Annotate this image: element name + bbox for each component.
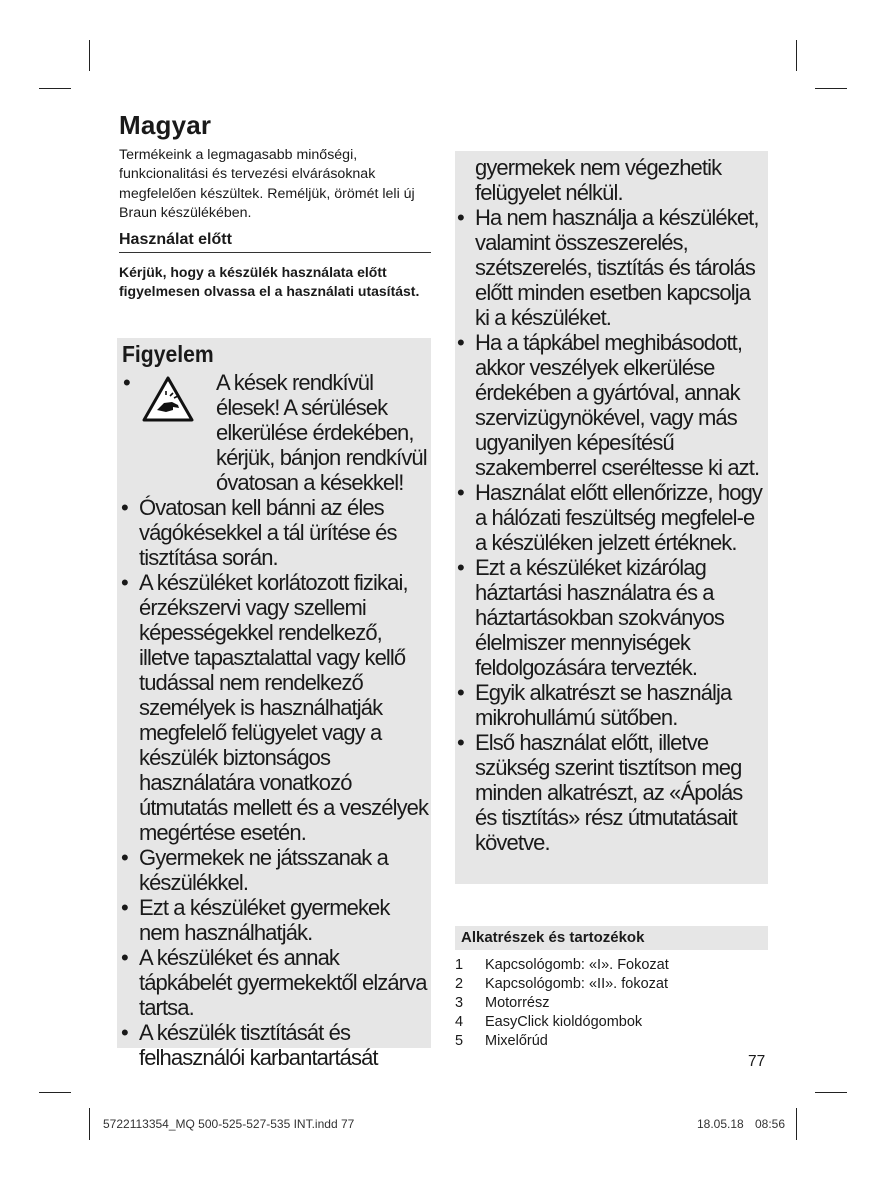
crop-mark [89,40,90,71]
list-item: 1 Kapcsológomb: «I». Fokozat [455,957,669,973]
notice-paragraph: Kérjük, hogy a készülék használata előtt figyelmesen olvassa el a használati utasítást. [119,264,420,299]
list-item: • Ezt a készüléket kizárólag háztartási használatra és a háztartásokban szokványos élelmiszer mennyiségek feldolgozására tervezték. [457,555,724,680]
list-item: • Ha a tápkábel meghibásodott, akkor veszélyek elkerülése érdekében a gyártóval, annak szervizügynökével, vagy más ugyanilyen képesítésű szakemberrel cseréltesse ki azt. [457,330,760,480]
footer-time: 08:56 [755,1117,786,1131]
section-heading: Használat előtt [119,231,431,253]
list-item: • Első használat előtt, illetve szükség szerint tisztítson meg minden alkatrészt, az «Ápolás és tisztítás» rész útmutatásait követve. [457,730,743,855]
hand-cut-warning-icon [142,376,194,422]
list-item: • A készüléket és annak tápkábelét gyermekektől elzárva tartsa. [121,945,427,1020]
crop-mark [89,1108,90,1140]
list-item: • A készülék tisztítását és felhasználói karbantartását [121,1020,378,1070]
parts-heading: Alkatrészek és tartozékok [461,929,645,946]
crop-mark [796,1108,797,1140]
list-item: 5 Mixelőrúd [455,1033,548,1049]
list-item: • Óvatosan kell bánni az éles vágókésekkel a tál ürítése és tisztítása során. [121,495,397,570]
list-item: • Gyermekek ne játsszanak a készülékkel. [121,845,388,895]
crop-mark [815,1092,847,1093]
list-item: • A készüléket korlátozott fizikai, érzékszervi vagy szellemi képességekkel rendelkező, illetve tapasztalattal vagy kellő tudással nem rendelkező személyek is használhatják megfelelő felügyelet vagy a készülék biztonságos használatára vonatkozó útmutatás mellett és a veszélyek megértése esetén. [121,570,429,845]
list-item: 3 Motorrész [455,995,550,1011]
list-item: • Használat előtt ellenőrizze, hogy a hálózati feszültség megfelel-e a készüléken jelzett értéknek. [457,480,763,555]
crop-mark [39,88,71,89]
crop-mark [39,1092,71,1093]
list-item: • Ha nem használja a készüléket, valamint összeszerelés, szétszerelés, tisztítás és tárolás előtt minden esetben kapcsolja ki a készüléket. [457,205,759,330]
list-item: • Ezt a készüléket gyermekek nem használhatják. [121,895,390,945]
list-item: 2 Kapcsológomb: «II». fokozat [455,976,668,992]
warning-list-right [455,205,768,855]
warning-title: Figyelem [122,341,214,367]
page-title: Magyar [119,110,212,140]
intro-paragraph: Termékeink a legmagasabb minőségi, funkcionalitási és tervezési elvárásoknak megfelelően készültek. Reméljük, örömét leli új Braun készülékében. [119,147,415,222]
warning-list-left [119,495,430,1070]
list-item: • Egyik alkatrészt se használja mikrohullámú sütőben. [457,680,732,730]
crop-mark [815,88,847,89]
list-item: 4 EasyClick kioldógombok [455,1014,643,1030]
crop-mark [796,40,797,71]
footer-file: 5722113354_MQ 500-525-527-535 INT.indd 77 [103,1117,355,1131]
parts-list [455,956,768,1051]
page-number: 77 [748,1053,766,1070]
footer-date: 18.05.18 [697,1117,744,1131]
list-item-continuation: gyermekek nem végezhetik felügyelet nélkül. [475,155,722,205]
parts-heading-bar [455,926,768,950]
